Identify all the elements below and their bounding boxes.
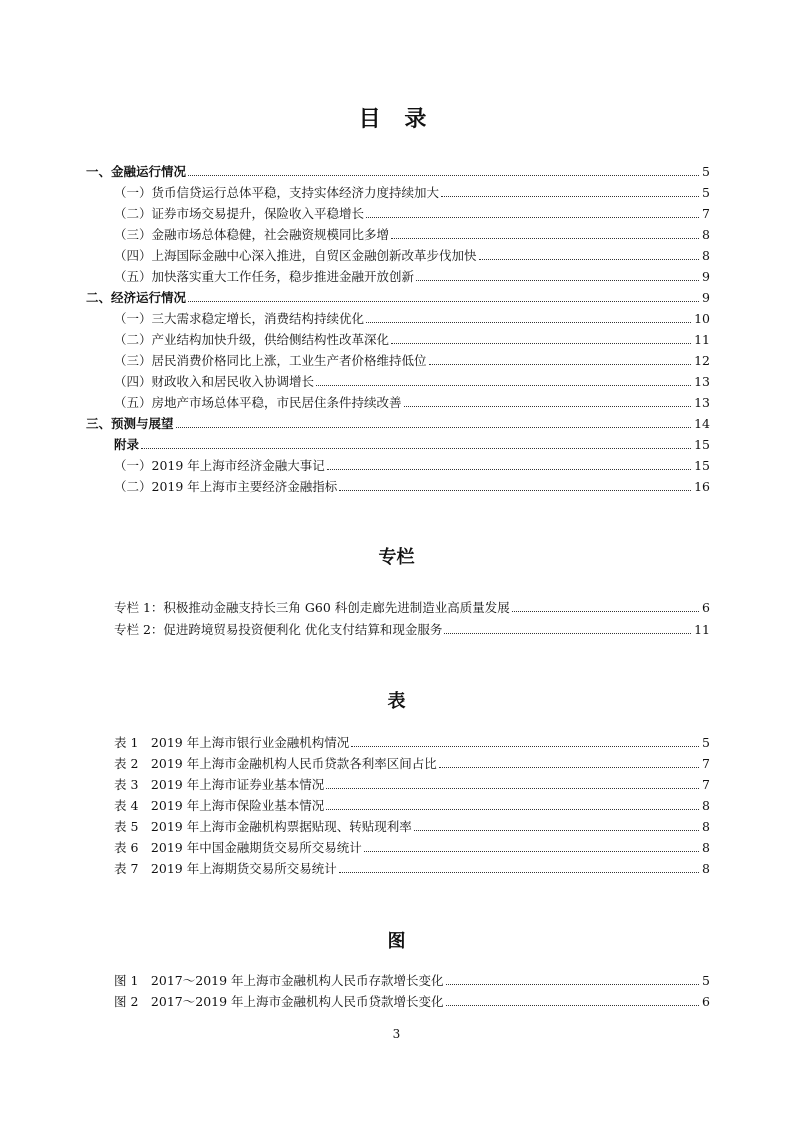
table-entry[interactable]: [114, 857, 710, 877]
column-entry-page: 6: [702, 600, 710, 615]
toc-entry-level2[interactable]: [114, 244, 710, 264]
column-entry-label: 专栏 1：积极推动金融支持长三角 G60 科创走廊先进制造业高质量发展: [114, 600, 510, 615]
table-entry[interactable]: [114, 752, 710, 772]
toc-entry-level1[interactable]: [86, 160, 710, 180]
dot-leader: [414, 830, 699, 831]
table-entry-label: 表 5 2019 年上海市金融机构票据贴现、转贴现利率: [114, 819, 412, 834]
column-entry-label: 专栏 2：促进跨境贸易投资便利化 优化支付结算和现金服务: [114, 622, 443, 637]
dot-leader: [404, 406, 692, 407]
contents-title: 目 录: [358, 107, 435, 132]
toc-entry-label: 三、预测与展望: [86, 416, 174, 431]
toc-entry-page: 5: [702, 185, 710, 200]
toc-entry-page: 14: [694, 416, 710, 431]
toc-entry-level2[interactable]: [114, 475, 710, 495]
toc-entry-page: 10: [694, 311, 710, 326]
toc-entry-label: （一）三大需求稳定增长，消费结构持续优化: [114, 311, 365, 326]
toc-entry-label: （五）加快落实重大工作任务，稳步推进金融开放创新: [114, 269, 415, 284]
figure-entry-page: 6: [702, 994, 710, 1009]
toc-entry-label: （二）证券市场交易提升，保险收入平稳增长: [114, 206, 365, 221]
dot-leader: [439, 767, 699, 768]
toc-entry-label: （二）2019 年上海市主要经济金融指标: [114, 479, 338, 494]
toc-entry-label: （一）货币信贷运行总体平稳，支持实体经济力度持续加大: [114, 185, 440, 200]
column-entry[interactable]: [114, 618, 710, 638]
toc-entry-label: （二）产业结构加快升级，供给侧结构性改革深化: [114, 332, 390, 347]
dot-leader: [176, 427, 692, 428]
toc-entry-page: 16: [694, 479, 710, 494]
toc-entry-level2[interactable]: [114, 202, 710, 222]
toc-entry-label: （四）财政收入和居民收入协调增长: [114, 374, 315, 389]
table-entry-label: 表 3 2019 年上海市证券业基本情况: [114, 777, 325, 792]
table-entry-page: 8: [702, 840, 710, 855]
toc-entry-label: （四）上海国际金融中心深入推进，自贸区金融创新改革步伐加快: [114, 248, 477, 263]
toc-entry-level1[interactable]: [86, 286, 710, 306]
toc-entry-label: 附录: [114, 437, 140, 452]
toc-entry-level1[interactable]: [86, 412, 710, 432]
table-entry-label: 表 4 2019 年上海市保险业基本情况: [114, 798, 325, 813]
toc-entry-level1[interactable]: [114, 433, 710, 453]
dot-leader: [364, 851, 699, 852]
table-entry-page: 5: [702, 735, 710, 750]
dot-leader: [339, 872, 699, 873]
dot-leader: [446, 1005, 700, 1006]
dot-leader: [339, 490, 691, 491]
table-entry-page: 8: [702, 861, 710, 876]
toc-entry-level2[interactable]: [114, 181, 710, 201]
table-entry-page: 7: [702, 777, 710, 792]
toc-entry-page: 8: [702, 227, 710, 242]
table-entry-page: 8: [702, 819, 710, 834]
figure-entry-label: 图 1 2017～2019 年上海市金融机构人民币存款增长变化: [114, 973, 444, 988]
toc-entry-page: 15: [694, 458, 710, 473]
dot-leader: [429, 364, 692, 365]
toc-entry-page: 13: [694, 395, 710, 410]
toc-entry-label: （五）房地产市场总体平稳，市民居住条件持续改善: [114, 395, 402, 410]
dot-leader: [366, 322, 691, 323]
figure-entry-label: 图 2 2017～2019 年上海市金融机构人民币贷款增长变化: [114, 994, 444, 1009]
toc-entry-page: 9: [702, 269, 710, 284]
table-entry[interactable]: [114, 731, 710, 751]
table-entry[interactable]: [114, 773, 710, 793]
table-entry-label: 表 2 2019 年上海市金融机构人民币贷款各利率区间占比: [114, 756, 437, 771]
dot-leader: [441, 196, 699, 197]
table-entry-page: 7: [702, 756, 710, 771]
figure-entry-page: 5: [702, 973, 710, 988]
toc-entry-level2[interactable]: [114, 391, 710, 411]
toc-entry-page: 12: [694, 353, 710, 368]
figure-entry[interactable]: [114, 969, 710, 989]
toc-entry-level2[interactable]: [114, 349, 710, 369]
columns-title: 专栏: [378, 547, 415, 568]
dot-leader: [391, 238, 699, 239]
table-entry-label: 表 1 2019 年上海市银行业金融机构情况: [114, 735, 350, 750]
toc-entry-label: 二、经济运行情况: [86, 290, 187, 305]
column-entry[interactable]: [114, 596, 710, 616]
dot-leader: [479, 259, 700, 260]
table-entry[interactable]: [114, 836, 710, 856]
toc-entry-page: 8: [702, 248, 710, 263]
dot-leader: [512, 611, 699, 612]
dot-leader: [416, 280, 699, 281]
dot-leader: [444, 633, 691, 634]
dot-leader: [446, 984, 700, 985]
toc-entry-page: 7: [702, 206, 710, 221]
toc-entry-level2[interactable]: [114, 454, 710, 474]
dot-leader: [327, 469, 691, 470]
toc-entry-label: （三）金融市场总体稳健，社会融资规模同比多增: [114, 227, 390, 242]
toc-entry-label: 一、金融运行情况: [86, 164, 187, 179]
table-entry[interactable]: [114, 815, 710, 835]
table-entry[interactable]: [114, 794, 710, 814]
toc-entry-level2[interactable]: [114, 328, 710, 348]
dot-leader: [188, 301, 699, 302]
toc-entry-level2[interactable]: [114, 265, 710, 285]
toc-entry-page: 15: [694, 437, 710, 452]
toc-entry-page: 13: [694, 374, 710, 389]
dot-leader: [366, 217, 699, 218]
dot-leader: [351, 746, 699, 747]
page-number: 3: [392, 1027, 401, 1041]
column-entry-page: 11: [694, 622, 710, 637]
tables-title: 表: [387, 691, 406, 712]
dot-leader: [316, 385, 691, 386]
dot-leader: [141, 448, 691, 449]
toc-entry-page: 5: [702, 164, 710, 179]
table-entry-label: 表 7 2019 年上海期货交易所交易统计: [114, 861, 337, 876]
dot-leader: [391, 343, 691, 344]
dot-leader: [326, 788, 699, 789]
toc-entry-level2[interactable]: [114, 307, 710, 327]
table-entry-label: 表 6 2019 年中国金融期货交易所交易统计: [114, 840, 362, 855]
toc-entry-label: （三）居民消费价格同比上涨，工业生产者价格维持低位: [114, 353, 427, 368]
dot-leader: [188, 175, 699, 176]
table-entry-page: 8: [702, 798, 710, 813]
toc-entry-level2[interactable]: [114, 223, 710, 243]
dot-leader: [326, 809, 699, 810]
toc-entry-label: （一）2019 年上海市经济金融大事记: [114, 458, 325, 473]
figure-entry[interactable]: [114, 990, 710, 1010]
toc-entry-page: 9: [702, 290, 710, 305]
toc-entry-page: 11: [694, 332, 710, 347]
toc-entry-level2[interactable]: [114, 370, 710, 390]
figures-title: 图: [387, 931, 406, 952]
